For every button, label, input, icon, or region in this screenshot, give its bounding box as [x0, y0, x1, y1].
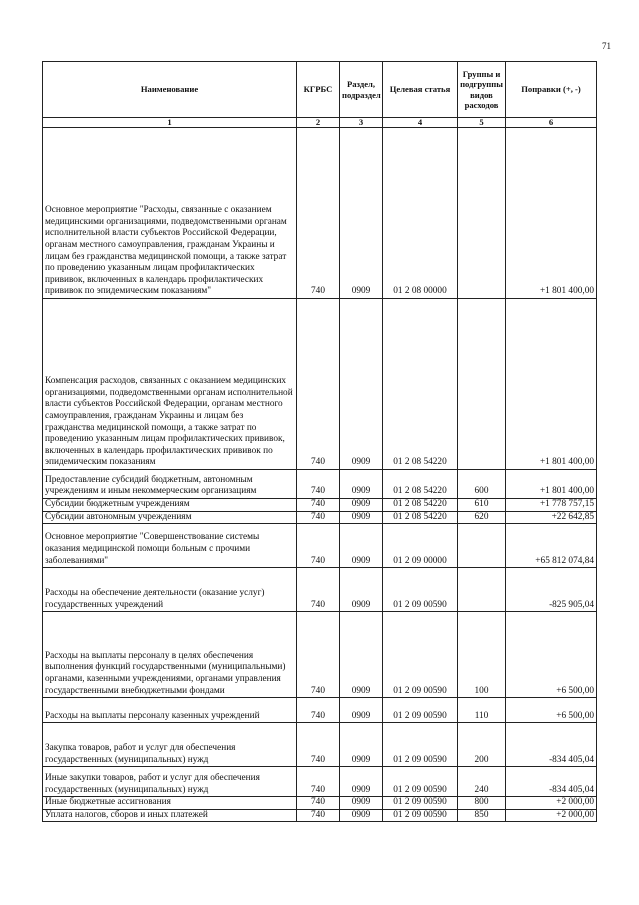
row-razdel: 0909 [340, 511, 383, 524]
column-number: 2 [297, 118, 340, 128]
row-razdel: 0909 [340, 797, 383, 810]
row-target: 01 2 08 00000 [383, 128, 458, 299]
column-number: 3 [340, 118, 383, 128]
row-kgrbs: 740 [297, 499, 340, 512]
row-target: 01 2 09 00590 [383, 568, 458, 612]
row-name: Иные закупки товаров, работ и услуг для обеспечения государственных (муниципальных) нужд [43, 767, 297, 797]
table-row [43, 299, 597, 470]
row-target: 01 2 09 00590 [383, 698, 458, 723]
table-body [43, 128, 597, 822]
header-amendments: Поправки (+, -) [506, 62, 597, 118]
row-group [458, 128, 506, 299]
row-razdel: 0909 [340, 568, 383, 612]
row-group: 620 [458, 511, 506, 524]
table-row [43, 698, 597, 723]
row-razdel: 0909 [340, 809, 383, 822]
table-row [43, 511, 597, 524]
row-group: 800 [458, 797, 506, 810]
row-group [458, 524, 506, 568]
row-name: Основное мероприятие "Совершенствование системы оказания медицинской помощи больным с прочими заболеваниями" [43, 524, 297, 568]
row-kgrbs: 740 [297, 470, 340, 499]
row-target: 01 2 09 00000 [383, 524, 458, 568]
header-razdel: Раздел, подраздел [340, 62, 383, 118]
table-row [43, 568, 597, 612]
row-razdel: 0909 [340, 698, 383, 723]
row-group: 600 [458, 470, 506, 499]
row-target: 01 2 09 00590 [383, 809, 458, 822]
table-row [43, 723, 597, 767]
row-target: 01 2 09 00590 [383, 797, 458, 810]
column-number: 1 [43, 118, 297, 128]
table-row [43, 809, 597, 822]
table-row [43, 612, 597, 698]
column-number: 4 [383, 118, 458, 128]
row-name: Уплата налогов, сборов и иных платежей [43, 809, 297, 822]
header-groups: Группы и подгруппы видов расходов [458, 62, 506, 118]
row-amount: -825 905,04 [506, 568, 597, 612]
row-name: Основное мероприятие "Расходы, связанные с оказанием медицинскими организациями, подведомственными органам исполнительной власти субъектов Российской Федерации, органам местного самоуправления, гражданам Украины и лицам без гражданства медицинской помощи, а также затрат по проведению указанным лицам профилактических прививок, включенных в календарь профилактических прививок по эпидемическим показаниям" [43, 128, 297, 299]
row-razdel: 0909 [340, 128, 383, 299]
column-number-row [43, 118, 597, 128]
row-kgrbs: 740 [297, 612, 340, 698]
table-row [43, 499, 597, 512]
row-kgrbs: 740 [297, 524, 340, 568]
row-amount: +1 801 400,00 [506, 470, 597, 499]
row-group [458, 299, 506, 470]
row-name: Компенсация расходов, связанных с оказанием медицинских организациями, подведомственными органам исполнительной власти субъектов Российской Федерации, органам местного самоуправления, гражданам Украины и лицам без гражданства медицинской помощи, а также затрат по проведению указанным лицам профилактических прививок, включенных в календарь профилактических прививок по эпидемическим показаниям [43, 299, 297, 470]
row-amount: -834 405,04 [506, 723, 597, 767]
table-row [43, 470, 597, 499]
row-target: 01 2 09 00590 [383, 723, 458, 767]
budget-amendments-table [42, 61, 597, 822]
row-kgrbs: 740 [297, 698, 340, 723]
row-name: Субсидии бюджетным учреждениям [43, 499, 297, 512]
row-amount: -834 405,04 [506, 767, 597, 797]
row-group: 200 [458, 723, 506, 767]
header-kgrbs: КГРБС [297, 62, 340, 118]
row-target: 01 2 09 00590 [383, 612, 458, 698]
row-group [458, 568, 506, 612]
row-amount: +6 500,00 [506, 698, 597, 723]
row-name: Субсидии автономным учреждениям [43, 511, 297, 524]
row-group: 240 [458, 767, 506, 797]
row-kgrbs: 740 [297, 797, 340, 810]
row-group: 610 [458, 499, 506, 512]
page-number: 71 [602, 41, 611, 51]
row-kgrbs: 740 [297, 568, 340, 612]
column-number: 5 [458, 118, 506, 128]
row-name: Предоставление субсидий бюджетным, автономным учреждениям и иным некоммерческим организациям [43, 470, 297, 499]
row-amount: +65 812 074,84 [506, 524, 597, 568]
header-target: Целевая статья [383, 62, 458, 118]
table-row [43, 524, 597, 568]
row-razdel: 0909 [340, 767, 383, 797]
table-row [43, 128, 597, 299]
row-kgrbs: 740 [297, 809, 340, 822]
row-razdel: 0909 [340, 470, 383, 499]
header-row [43, 62, 597, 118]
row-name: Закупка товаров, работ и услуг для обеспечения государственных (муниципальных) нужд [43, 723, 297, 767]
header-name: Наименование [43, 62, 297, 118]
column-number: 6 [506, 118, 597, 128]
row-amount: +1 801 400,00 [506, 128, 597, 299]
row-amount: +1 801 400,00 [506, 299, 597, 470]
row-target: 01 2 08 54220 [383, 511, 458, 524]
table-row [43, 797, 597, 810]
row-target: 01 2 09 00590 [383, 767, 458, 797]
row-razdel: 0909 [340, 299, 383, 470]
row-amount: +2 000,00 [506, 797, 597, 810]
row-name: Расходы на выплаты персоналу казенных учреждений [43, 698, 297, 723]
row-name: Расходы на обеспечение деятельности (оказание услуг) государственных учреждений [43, 568, 297, 612]
table-row [43, 767, 597, 797]
row-kgrbs: 740 [297, 723, 340, 767]
row-amount: +2 000,00 [506, 809, 597, 822]
row-kgrbs: 740 [297, 767, 340, 797]
row-target: 01 2 08 54220 [383, 299, 458, 470]
row-amount: +22 642,85 [506, 511, 597, 524]
row-razdel: 0909 [340, 499, 383, 512]
row-name: Иные бюджетные ассигнования [43, 797, 297, 810]
row-razdel: 0909 [340, 612, 383, 698]
row-kgrbs: 740 [297, 511, 340, 524]
row-razdel: 0909 [340, 723, 383, 767]
row-target: 01 2 08 54220 [383, 470, 458, 499]
row-group: 850 [458, 809, 506, 822]
row-amount: +6 500,00 [506, 612, 597, 698]
row-kgrbs: 740 [297, 299, 340, 470]
row-target: 01 2 08 54220 [383, 499, 458, 512]
row-group: 100 [458, 612, 506, 698]
row-kgrbs: 740 [297, 128, 340, 299]
row-name: Расходы на выплаты персоналу в целях обеспечения выполнения функций государственными (муниципальными) органами, казенными учреждениями, органами управления государственными внебюджетными фондами [43, 612, 297, 698]
row-group: 110 [458, 698, 506, 723]
row-razdel: 0909 [340, 524, 383, 568]
row-amount: +1 778 757,15 [506, 499, 597, 512]
